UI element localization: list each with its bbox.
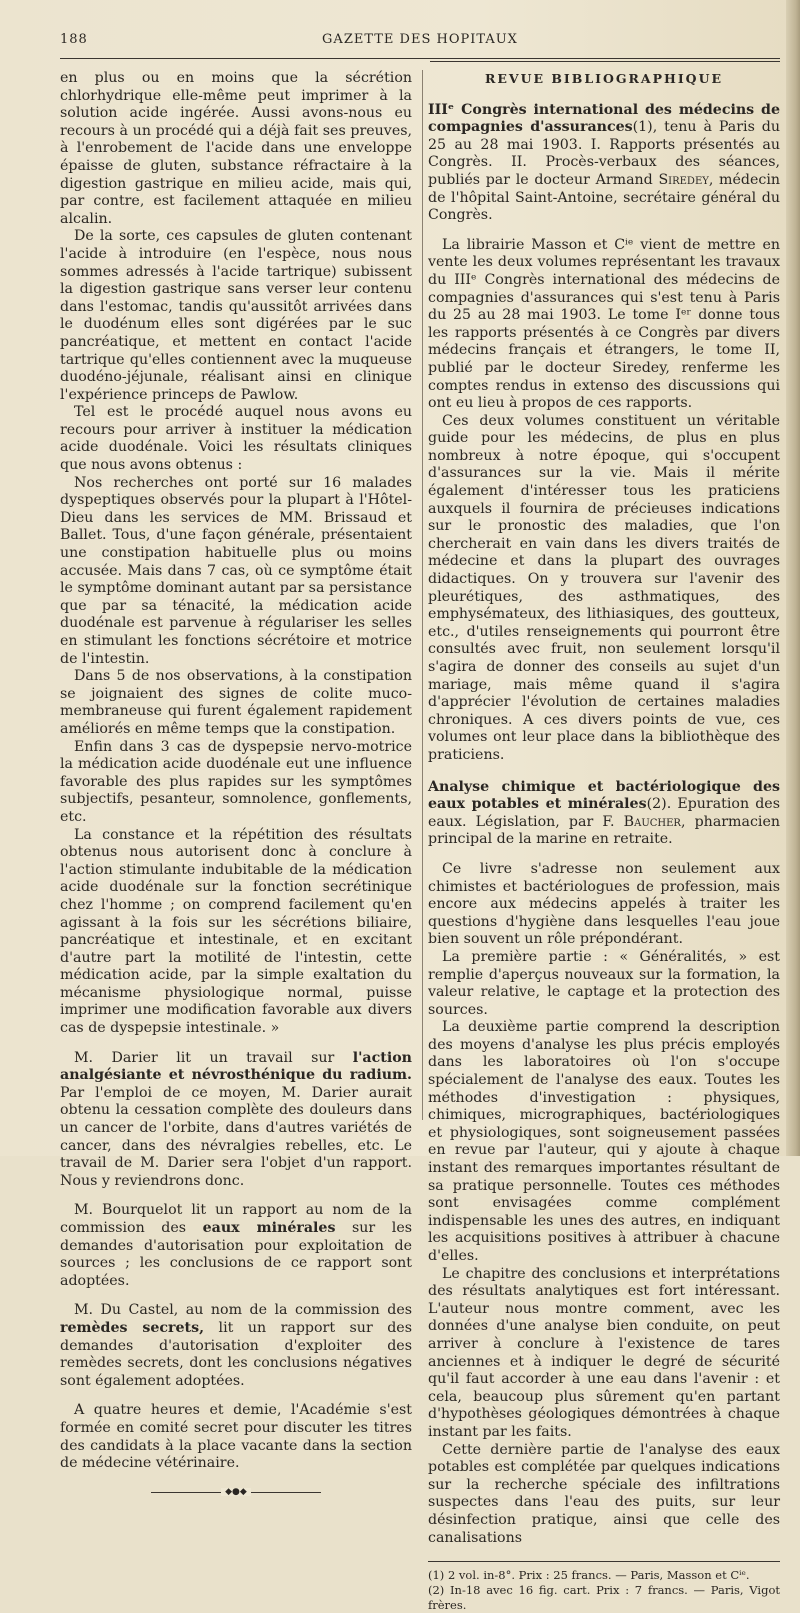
- paragraph: Enfin dans 3 cas de dyspepsie nervo-motrice la médication acide duodénale eut une influence favorable des plus rapides sur les symptômes subjectifs, pesanteur, somnolence, gonflements, etc.: [60, 738, 412, 825]
- text-run: sur les demandes d'autorisation pour exploitation de sources ; les conclusions de ce rapport sont adoptées.: [60, 1220, 412, 1289]
- paragraph: Nos recherches ont porté sur 16 malades dyspeptiques observés pour la plupart à l'Hôtel-Dieu dans les services de MM. Brissaud et Ballet. Tous, d'une façon générale, présentaient une constipation habituelle plus ou moins accusée. Mais dans 7 cas, où ce symptôme était le symptôme dominant autant par sa persistance que par sa ténacité, la médication acide duodénale est parvenue à régulariser les selles en stimulant les fonctions sécrétoire et motrice de l'intestin.: [60, 474, 412, 667]
- journal-title: GAZETTE DES HOPITAUX: [322, 32, 518, 47]
- text-run: , médecin de l'hôpital Saint-Antoine, secrétaire général du Congrès.: [428, 171, 780, 224]
- footnote-2: (2) In-18 avec 16 fig. cart. Prix : 7 francs. — Paris, Vigot frères.: [428, 1583, 780, 1613]
- topic-bold: remèdes secrets,: [60, 1319, 205, 1336]
- section-title: REVUE BIBLIOGRAPHIQUE: [484, 71, 724, 86]
- paragraph: La deuxième partie comprend la description des moyens d'analyse les plus précis employés dans les laboratoires où l'on s'occupe spécialement de l'analyse des eaux. Toutes les méthodes d'investigation : physiques, chimiques, micrographiques, bactériologiques et physiologiques, sont soigneusement passées en revue par l'auteur, qui y ajoute à chaque instant des remarques importantes résultant de sa pratique personnelle. Toutes ces méthodes sont envisagées comme complément indispensable les unes des autres, en indiquant les acquisitions positives à attribuer à chacune d'elles.: [428, 1019, 780, 1264]
- final-paragraph: A quatre heures et demie, l'Académie s'est formée en comité secret pour discuter les titres des candidats à la place vacante dans la section de médecine vétérinaire.: [60, 1402, 412, 1472]
- paragraph: Tel est le procédé auquel nous avons eu recours pour arriver à instituer la médication acide duodénale. Voici les résultats cliniques que nous avons obtenus :: [60, 404, 412, 474]
- left-column: [60, 70, 412, 1495]
- castel-paragraph: [60, 1302, 412, 1390]
- paragraph: La constance et la répétition des résultats obtenus nous autorisent donc à conclure à l'action stimulante indubitable de la médication acide duodénale sur la fonction secrétinique chez l'homme ; on comprend facilement qu'en agissant à la fois sur les sécrétions biliaire, pancréatique et intestinale, et en excitant d'autre part la motilité de l'intestin, cette médication acide, par la simple exaltation du mécanisme physiologique normal, puisse imprimer une modification favorable aux divers cas de dyspepsie intestinale. »: [60, 826, 412, 1037]
- text-run: , pharmacien principal de la marine en retraite.: [428, 813, 780, 848]
- darier-paragraph: [60, 1050, 412, 1191]
- paragraph: en plus ou en moins que la sécrétion chlorhydrique elle-même peut imprimer à la solution acide ingérée. Aussi avons-nous eu recours à un procédé qui a déjà fait ses preuves, à l'enrobement de l'acide dans une enveloppe épaisse de gluten, substance réfractaire à la digestion gastrique en milieu acide, mais qui, par contre, est facilement attaquée en milieu alcalin.: [60, 70, 412, 227]
- paragraph: Le chapitre des conclusions et interprétations des résultats analytiques est fort intéressant. L'auteur nous montre comment, avec les données d'une analyse bien conduite, on peut arriver à conclure à l'existence de tares anciennes et à indiquer le degré de sécurité qu'il faut accorder à une eau dans l'avenir : et cela, beaucoup plus sûrement qu'en partant d'hypothèses géologiques démontrées à chaque instant par les faits.: [428, 1265, 780, 1440]
- page-edge: [786, 0, 800, 1156]
- paragraph: De la sorte, ces capsules de gluten contenant l'acide à introduire (en l'espèce, nous nous sommes adressés à l'acide tartrique) subissent la digestion gastrique sans verser leur contenu dans l'estomac, tandis qu'aussitôt arrivées dans le duodénum elles sont digérées par le suc pancréatique, et mettent en contact l'acide tartrique qu'elles contiennent avec la muqueuse duodéno-jéjunale, réalisant ainsi en clinique l'expérience princeps de Pawlow.: [60, 228, 412, 403]
- footnotes: [428, 1568, 780, 1613]
- running-header: [60, 32, 780, 54]
- paragraph: La première partie : « Généralités, » est remplie d'aperçus nouveaux sur la formation, la valeur relative, le captage et la protection des sources.: [428, 948, 780, 1018]
- paragraph: La librairie Masson et Cⁱᵉ vient de mettre en vente les deux volumes représentant les travaux du IIIᵉ Congrès international des médecins de compagnies d'assurances qui s'est tenu à Paris du 25 au 28 mai 1903. Le tome Iᵉʳ donne tous les rapports présentés à ce Congrès par divers médecins français et étrangers, le tome II, publié par le docteur Siredey, renferme les comptes rendus in extenso des discussions qui ont eu lieu à propos de ces rapports.: [428, 236, 780, 412]
- entry-2-heading: [428, 779, 780, 849]
- paragraph: Ces deux volumes constituent un véritable guide pour les médecins, de plus en plus nombreux à notre époque, qui s'occupent d'assurances sur la vie. Mais il mérite également d'intéresser tous les praticiens auxquels il fournira de précieuses indications sur le pronostic des maladies, que l'on chercherait en vain dans les divers traités de médecine et dans la plupart des ouvrages didactiques. On y trouvera sur l'avenir des pleurétiques, des asthmatiques, des emphysémateux, des lithiasiques, des goutteux, etc., d'utiles renseignements qui pourront être consultés avec fruit, non seulement lorsqu'il s'agira de donner des conseils au sujet d'un mariage, mais même quand il s'agira d'apprécier l'évolution de certaines maladies chroniques. A ces divers points de vue, ces volumes ont leur place dans la bibliothèque des praticiens.: [428, 412, 780, 763]
- entry-title: Analyse chimique et bactériologique des eaux potables et minérales: [428, 778, 780, 813]
- text-run: M. Du Castel, au nom de la commission des: [74, 1302, 412, 1319]
- entry-1-heading: [428, 102, 780, 225]
- topic-bold: eaux minérales: [202, 1220, 336, 1236]
- ornament-glyph: ◆●◆: [221, 1488, 251, 1496]
- author-name: Siredey: [658, 171, 709, 188]
- paragraph: Cette dernière partie de l'analyse des eaux potables est complétée par quelques indications sur la recherche spéciale des infiltrations suspectes dans l'eau des puits, sur leur désinfection pratique, ainsi que celle des canalisations: [428, 1441, 780, 1546]
- text-run: . Epuration des eaux. Législation, par F.: [428, 796, 780, 830]
- page-number: 188: [60, 32, 88, 47]
- text-run: M. Darier lit un travail sur: [74, 1049, 353, 1066]
- entry-title: IIIᵉ Congrès international des médecins de compagnies d'assurances: [428, 101, 780, 136]
- footnote-ref: (1): [632, 119, 653, 136]
- right-column: [428, 70, 780, 1613]
- column-divider: [422, 70, 423, 1120]
- section-ornament: [151, 1486, 321, 1497]
- text-run: , tenu à Paris du 25 au 28 mai 1903. I. Rapports présentés au Congrès. II. Procès-verbaux des séances, publiés par le docteur Armand: [428, 119, 781, 188]
- footnote-ref: (2): [646, 796, 667, 813]
- footnote-rule: [428, 1561, 780, 1562]
- text-run: Par l'emploi de ce moyen, M. Darier aurait obtenu la cessation complète des douleurs dans un cancer de l'orbite, dans d'autres variétés de cancer, dans des névralgies rebelles, etc. Le travail de M. Darier sera l'objet d'un rapport. Nous y reviendrons donc.: [60, 1084, 412, 1189]
- text-run: M. Bourquelot lit un rapport au nom de la commission des: [60, 1202, 412, 1236]
- paragraph: Dans 5 de nos observations, à la constipation se joignaient des signes de colite muco-membraneuse qui furent également rapidement améliorés en même temps que la constipation.: [60, 668, 412, 737]
- paragraph: Ce livre s'adresse non seulement aux chimistes et bactériologues de profession, mais encore aux médecins appelés à traiter les questions d'hygiène dans lesquelles l'eau joue bien souvent un rôle prépondérant.: [428, 860, 780, 948]
- topic-bold: l'action analgésiante et névrosthénique du radium.: [60, 1049, 412, 1084]
- footnote-1: (1) 2 vol. in-8°. Prix : 25 francs. — Paris, Masson et Cⁱᵉ.: [428, 1568, 750, 1583]
- header-rule: [60, 58, 780, 59]
- author-name: Baucher: [623, 813, 681, 830]
- header-rule-secondary: [430, 61, 780, 62]
- text-run: lit un rapport sur des demandes d'autorisation d'exploiter des remèdes secrets, dont les conclusions négatives sont également adoptées.: [60, 1319, 412, 1389]
- bourquelot-paragraph: [60, 1202, 412, 1290]
